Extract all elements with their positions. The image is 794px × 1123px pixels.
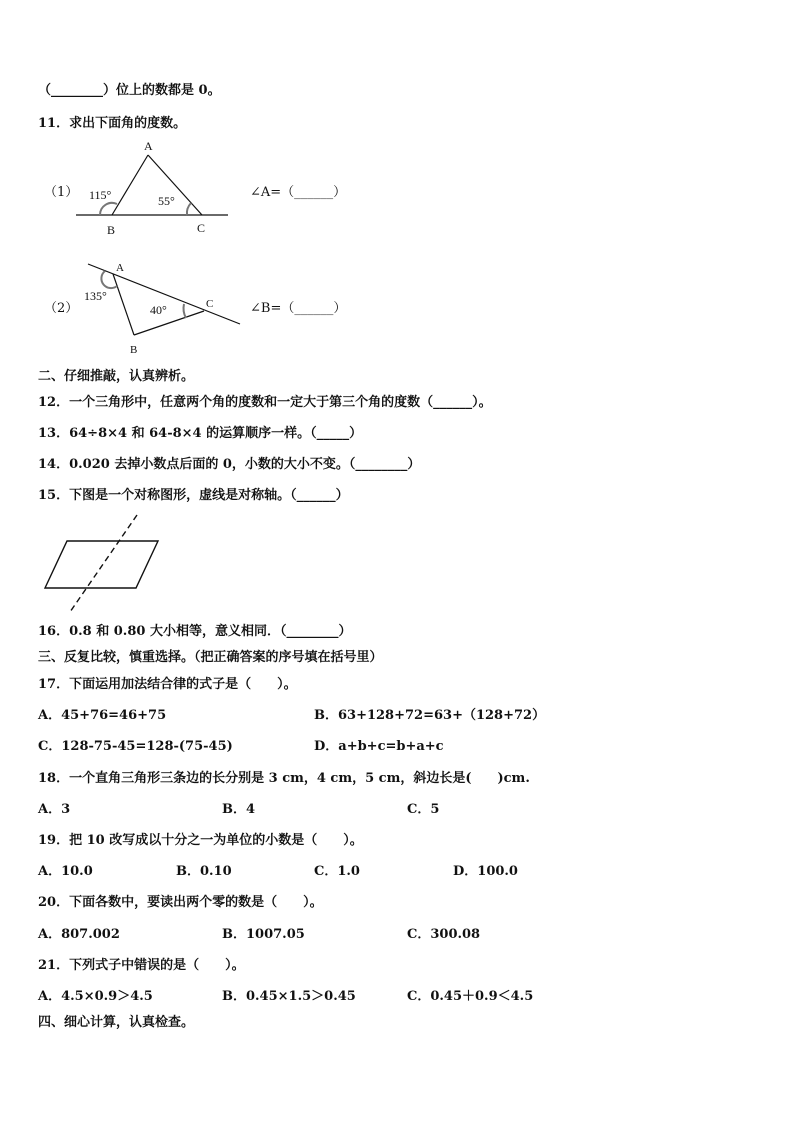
- q21-option-c: C．0.45＋0.9＜4.5: [407, 989, 534, 1004]
- q20-option-a: A．807.002: [38, 927, 120, 942]
- q18-option-b: B．4: [222, 802, 256, 817]
- angle-label-55: 55°: [158, 194, 175, 208]
- angle-label-115: 115°: [89, 188, 112, 202]
- q19-option-b: B．0.10: [176, 864, 232, 879]
- q19-option-d: D．100.0: [453, 864, 518, 879]
- q17-option-b: B．63+128+72=63+（128+72）: [314, 708, 546, 723]
- vertex-c: C: [206, 298, 214, 310]
- figure-2-index: （2）: [44, 301, 79, 316]
- angle-label-135: 135°: [84, 289, 107, 303]
- question-19: 19．把 10 改写成以十分之一为单位的小数是（ ）。: [38, 833, 363, 848]
- question-21: 21．下列式子中错误的是（ ）。: [38, 958, 245, 973]
- question-11: 11．求出下面角的度数。: [38, 116, 187, 131]
- q19-option-a: A．10.0: [38, 864, 93, 879]
- parallelogram-figure: [40, 512, 200, 617]
- q17-option-d: D．a+b+c=b+a+c: [314, 739, 444, 754]
- question-15: 15．下图是一个对称图形，虚线是对称轴。（______）: [38, 488, 349, 503]
- symmetry-axis-dashed: [70, 515, 137, 612]
- answer-angle-b: ∠B=（______）: [250, 301, 347, 316]
- vertex-a: A: [144, 139, 153, 153]
- vertex-a: A: [116, 262, 124, 274]
- side-ab: [113, 274, 134, 335]
- vertex-c: C: [197, 221, 206, 235]
- section-2-heading: 二、仔细推敲，认真辨析。: [38, 369, 195, 384]
- side-ac: [148, 155, 202, 215]
- figure-1-index: （1）: [44, 185, 79, 200]
- q17-option-c: C．128-75-45=128-(75-45): [38, 739, 233, 754]
- q18-option-c: C．5: [407, 802, 440, 817]
- section-3-heading: 三、反复比较，慎重选择。（把正确答案的序号填在括号里）: [38, 650, 383, 665]
- angle-arc-c: [187, 203, 191, 215]
- q20-option-c: C．300.08: [407, 927, 481, 942]
- side-ab: [112, 155, 148, 215]
- q21-option-a: A．4.5×0.9＞4.5: [38, 989, 153, 1004]
- section-4-heading: 四、细心计算，认真检查。: [38, 1015, 195, 1030]
- angle-label-40: 40°: [150, 303, 167, 317]
- parallelogram: [45, 541, 158, 588]
- question-12: 12．一个三角形中，任意两个角的度数和一定大于第三个角的度数（______）。: [38, 395, 492, 410]
- side-bc: [134, 311, 204, 335]
- q21-option-b: B．0.45×1.5＞0.45: [222, 989, 356, 1004]
- q19-option-c: C．1.0: [314, 864, 360, 879]
- question-20: 20．下面各数中，要读出两个零的数是（ ）。: [38, 895, 323, 910]
- answer-angle-a: ∠A=（______）: [250, 185, 347, 200]
- q18-option-a: A．3: [38, 802, 71, 817]
- vertex-b: B: [107, 223, 116, 237]
- q20-option-b: B．1007.05: [222, 927, 305, 942]
- question-16: 16．0.8 和 0.80 大小相等，意义相同．（________）: [38, 624, 352, 639]
- angle-arc-b: [100, 203, 117, 215]
- question-18: 18．一个直角三角形三条边的长分别是 3 cm，4 cm，5 cm，斜边长是( )cm.: [38, 771, 530, 786]
- question-13: 13．64÷8×4 和 64-8×4 的运算顺序一样。（_____）: [38, 426, 363, 441]
- question-14: 14．0.020 去掉小数点后面的 0，小数的大小不变。（________）: [38, 457, 421, 472]
- vertex-b: B: [130, 344, 138, 356]
- question-17: 17．下面运用加法结合律的式子是（ ）。: [38, 677, 297, 692]
- angle-arc-c: [184, 304, 186, 318]
- q17-option-a: A．45+76=46+75: [38, 708, 167, 723]
- fill-blank-line: （________）位上的数都是 0。: [38, 83, 221, 98]
